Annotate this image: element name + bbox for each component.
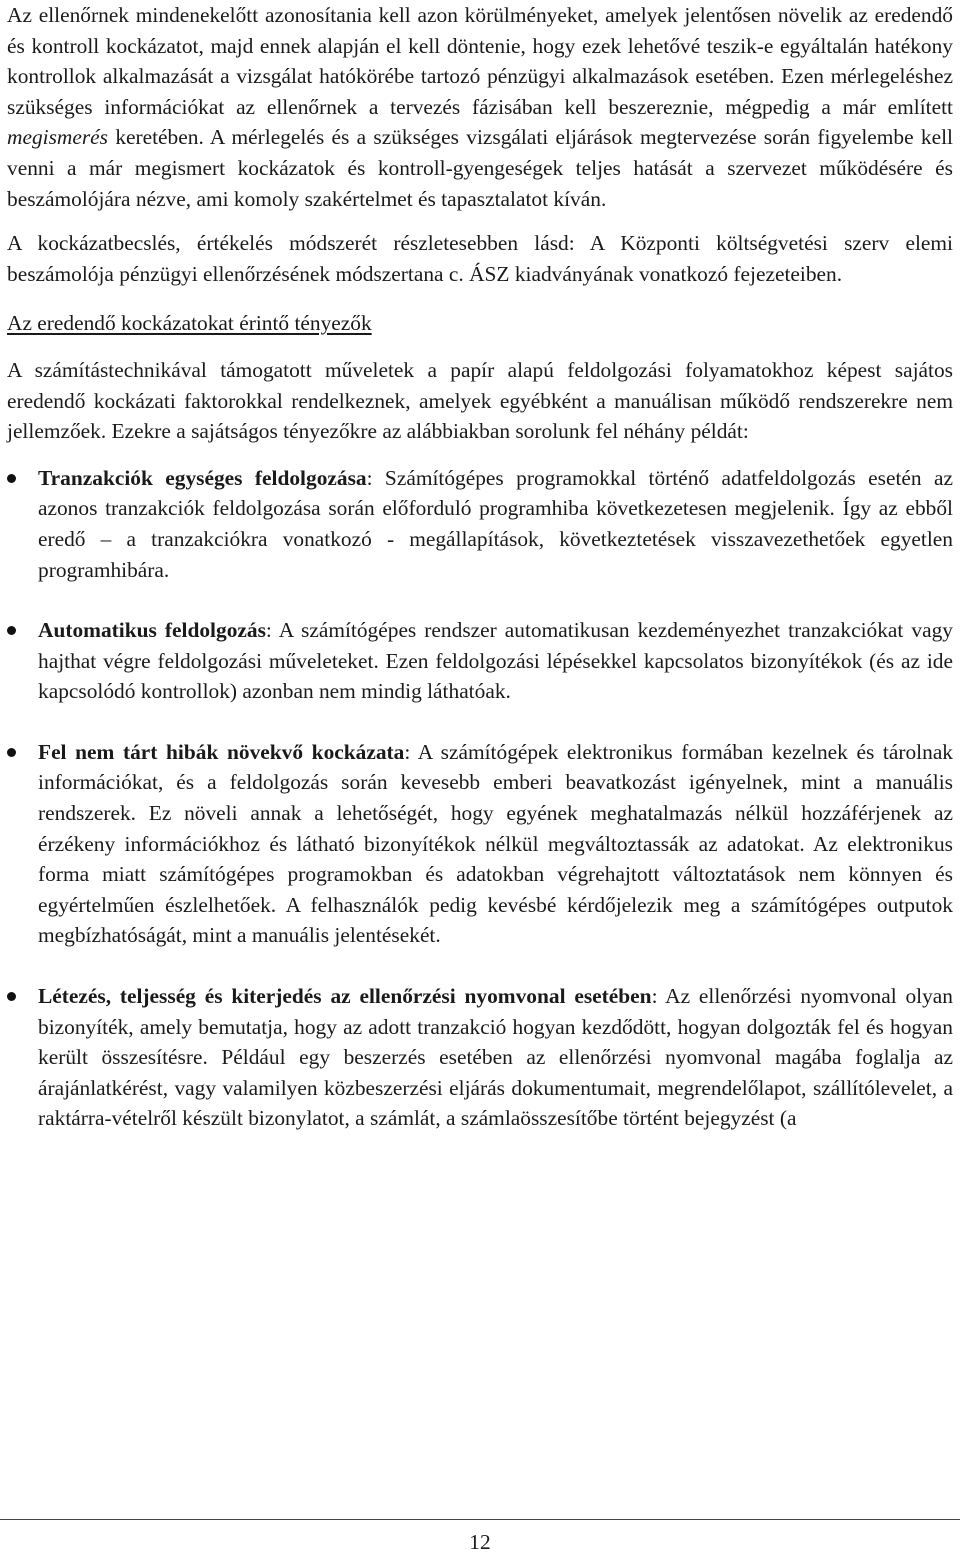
- bullet-icon: [7, 474, 16, 483]
- list-item-text: [38, 463, 953, 585]
- document-page: [7, 0, 953, 1164]
- page-number: 12: [469, 1530, 491, 1554]
- paragraph-intro-part-1: Az ellenőrnek mindenekelőtt azonosítania kell azon körülményeket, amelyek jelentősen növelik az eredendő és kontroll kockázatot, majd ennek alapján el kell döntenie, hogy ezek lehetővé teszik-e egyáltalán hatékony kontrollok alkalmazását a vizsgálat hatókörébe tartozó pénzügyi alkalmazások esetében. Ezen mérlegeléshez szükséges információkat az ellenőrnek a tervezés fázisában kell beszereznie, mégpedig a már említett: [7, 3, 953, 119]
- list-item-term: Tranzakciók egységes feldolgozása: [38, 465, 367, 490]
- list-item: [7, 615, 953, 707]
- list-item-text: [38, 981, 953, 1134]
- list-item-body: : Számítógépes programokkal történő adatfeldolgozás esetén az azonos tranzakciók feldolgozása során előforduló programhiba következetesen megjelenik. Így az ebből eredő – a tranzakciókra vonatkozó - megállapítások, következtetések visszavezethetőek egyetlen programhibára.: [38, 465, 953, 582]
- paragraph-intro-part-2: keretében. A mérlegelés és a szükséges vizsgálati eljárások megtervezése során figyelembe kell venni a már megismert kockázatok és kontroll-gyengeségek teljes hatását a szervezet működésére és beszámolójára nézve, ami komoly szakértelmet és tapasztalatot kíván.: [7, 125, 953, 211]
- bullet-list: [7, 463, 953, 1134]
- list-item-term: Létezés, teljesség és kiterjedés az ellenőrzési nyomvonal esetében: [38, 984, 652, 1009]
- paragraph-section-intro: A számítástechnikával támogatott műveletek a papír alapú feldolgozási folyamatokhoz képest sajátos eredendő kockázati faktorokkal rendelkeznek, amelyek egyébként a manuálisan működő rendszerekre nem jellemzőek. Ezekre a sajátságos tényezőkre az alábbiakban sorolunk fel néhány példát:: [7, 357, 953, 444]
- list-item: [7, 737, 953, 951]
- bullet-icon: [7, 992, 16, 1001]
- footer-divider: [0, 1519, 960, 1520]
- italic-term-megismeres: megismerés: [7, 125, 108, 150]
- section-heading: Az eredendő kockázatokat érintő tényezők: [7, 311, 372, 336]
- list-item: [7, 981, 953, 1134]
- list-item: [7, 463, 953, 585]
- paragraph-intro: [7, 0, 953, 214]
- bullet-icon: [7, 748, 16, 757]
- bullet-icon: [7, 626, 16, 635]
- list-item-body: : A számítógépek elektronikus formában kezelnek és tárolnak információkat, és a feldolgozás során kevesebb emberi beavatkozást igényelnek, mint a manuális rendszerek. Ez növeli annak a lehetőségét, hogy egyének meghatalmazás nélkül hozzáférjenek az érzékeny információkhoz és látható bizonyítékok nélkül megváltoztassák az adatokat. Az elektronikus forma miatt számítógépes programokban és adatokban végrehajtott változtatások nem könnyen és egyértelműen észlelhetőek. A felhasználók pedig kevésbé kérdőjelezik meg a számítógépes outputok megbízhatóságát, mint a manuális jelentésekét.: [38, 739, 954, 948]
- list-item-body: : A számítógépes rendszer automatikusan kezdeményezhet tranzakciókat vagy hajthat végre feldolgozási műveleteket. Ezen feldolgozási lépésekkel kapcsolatos bizonyítékok (és az ide kapcsolódó kontrollok) azonban nem mindig láthatóak.: [38, 618, 953, 704]
- paragraph-reference: A kockázatbecslés, értékelés módszerét részletesebben lásd: A Központi költségvetési szerv elemi beszámolója pénzügyi ellenőrzésének módszertana c. ÁSZ kiadványának vonatkozó fejezeteiben.: [7, 231, 953, 286]
- list-item-term: Fel nem tárt hibák növekvő kockázata: [38, 739, 405, 764]
- list-item-body: : Az ellenőrzési nyomvonal olyan bizonyíték, amely bemutatja, hogy az adott tranzakció hogyan kezdődött, hogyan dolgozták fel és hogyan került összesítésre. Például egy beszerzés esetében az ellenőrzési nyomvonal magába foglalja az árajánlatkérést, vagy valamilyen közbeszerzési eljárás dokumentumait, megrendelőlapot, szállítólevelet, a raktárra-vételről készült bizonylatot, a számlát, a számlaösszesítőbe történt bejegyzést (a: [38, 984, 953, 1131]
- list-item-text: [38, 615, 953, 707]
- list-item-text: [38, 737, 953, 951]
- list-item-term: Automatikus feldolgozás: [38, 618, 266, 643]
